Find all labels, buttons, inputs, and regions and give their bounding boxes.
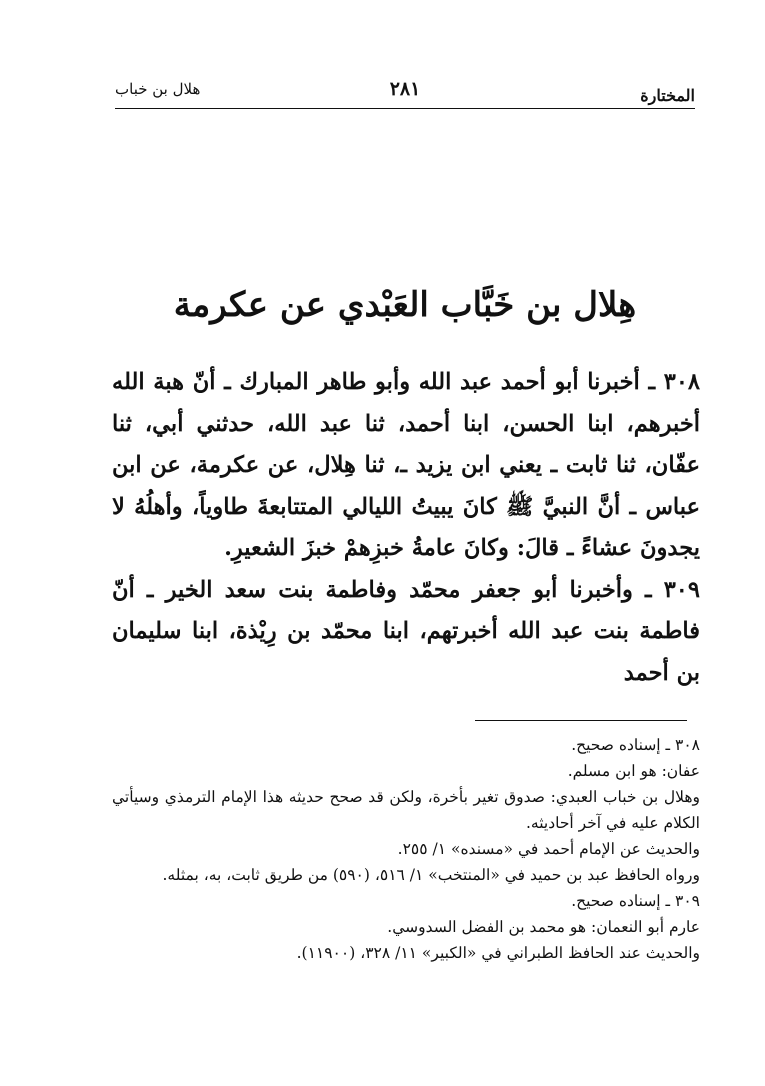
footnote-line: ـ إسناده صحيح.	[571, 892, 671, 910]
hadith-308	[112, 362, 700, 570]
footnote-line: ورواه الحافظ عبد بن حميد في «المنتخب» ١/ ٥١٦، (٥٩٠) من طريق ثابت، به، بمثله.	[162, 866, 700, 884]
book-title: المختارة	[640, 86, 695, 105]
footnote-line: والحديث عند الحافظ الطبراني في «الكبير» ١١/ ٣٢٨، (١١٩٠٠).	[296, 944, 700, 962]
footnote-line: عفان: هو ابن مسلم.	[567, 762, 700, 780]
header-divider	[115, 108, 695, 109]
hadith-text: ـ وأخبرنا أبو جعفر محمّد وفاطمة بنت سعد الخير ـ أنّ فاطمة بنت عبد الله أخبرتهم، ابنا محمّد بن رِيْذة، ابنا سليمان بن أحمد	[112, 576, 700, 686]
hadith-309	[112, 570, 700, 695]
footnote-number: ٣٠٩	[675, 892, 700, 910]
chapter-title: هلال بن خباب	[115, 80, 201, 98]
section-title: هِلال بن خَبَّاب العَبْدي عن عكرمة	[173, 285, 637, 325]
hadith-number: ٣٠٩	[663, 576, 700, 603]
hadith-text: ـ أخبرنا أبو أحمد عبد الله وأبو طاهر المبارك ـ أنّ هبة الله أخبرهم، ابنا الحسن، ابنا أحمد، ثنا عبد الله، حدثني أبي، ثنا عفّان، ثنا ثابت ـ يعني ابن يزيد ـ، ثنا هِلال، عن عكرمة، عن ابن عباس ـ أنَّ النبيَّ ﷺ كانَ يبيتُ الليالي المتتابعةَ طاوياً، وأهلُهُ لا يجدونَ عشاءً ـ قالَ: وكانَ عامةُ خبزِهمْ خبزَ الشعيرِ.	[112, 369, 700, 561]
footnotes	[112, 732, 700, 966]
footnote-line: والحديث عن الإمام أحمد في «مسنده» ١/ ٢٥٥.	[397, 840, 700, 858]
footnote-line: ـ إسناده صحيح.	[571, 736, 671, 754]
footnote-308-head	[112, 732, 700, 758]
footnote-line: عارم أبو النعمان: هو محمد بن الفضل السدوسي.	[387, 918, 700, 936]
page-header	[115, 78, 695, 104]
page-number: ٢٨١	[389, 78, 421, 100]
footnote-divider	[475, 720, 687, 721]
main-text	[112, 362, 700, 694]
footnote-number: ٣٠٨	[675, 736, 700, 754]
footnote-line: وهلال بن خباب العبدي: صدوق تغير بأخرة، ولكن قد صحح حديثه هذا الإمام الترمذي وسيأتي الكلام عليه في آخر أحاديثه.	[112, 788, 700, 832]
hadith-number: ٣٠٨	[663, 369, 701, 395]
footnote-309-head	[112, 888, 700, 914]
